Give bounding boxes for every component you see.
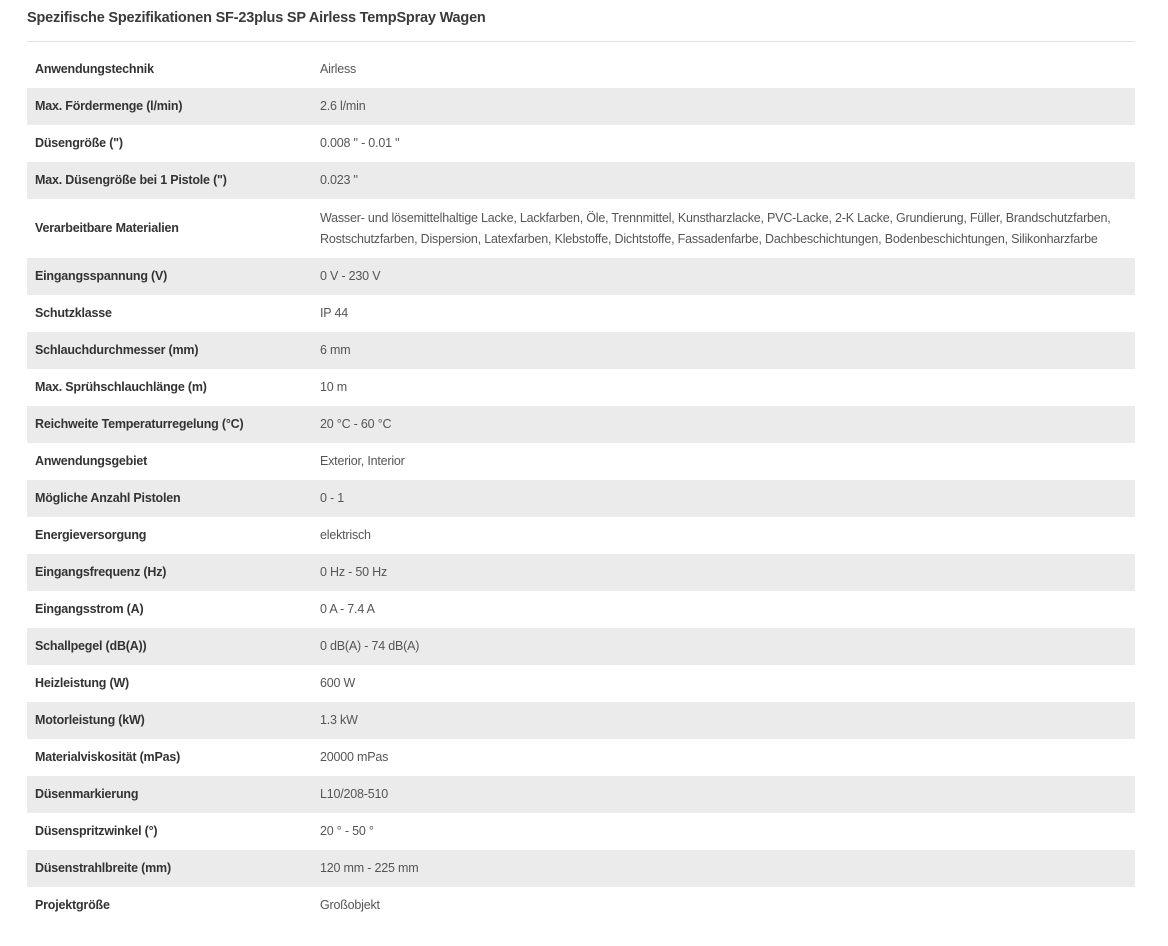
table-row	[27, 406, 1135, 443]
table-row	[27, 199, 1135, 258]
spec-label: Motorleistung (kW)	[35, 713, 145, 727]
table-row	[27, 702, 1135, 739]
spec-value: Airless	[320, 62, 357, 76]
spec-label: Eingangsspannung (V)	[35, 269, 168, 283]
spec-value: Großobjekt	[320, 898, 380, 912]
spec-label: Projektgröße	[35, 898, 110, 912]
table-row	[27, 665, 1135, 702]
table-row	[27, 628, 1135, 665]
spec-value: 0 - 1	[320, 491, 345, 505]
spec-label: Materialviskosität (mPas)	[35, 750, 181, 764]
spec-value: 2.6 l/min	[320, 99, 366, 113]
spec-label: Verarbeitbare Materialien	[35, 221, 179, 235]
spec-value: elektrisch	[320, 528, 371, 542]
spec-value: 0 A - 7.4 A	[320, 602, 375, 616]
table-row	[27, 850, 1135, 887]
spec-value: Wasser- und lösemittelhaltige Lacke, Lackfarben, Öle, Trennmittel, Kunstharzlacke, PVC-Lacke, 2-K Lacke, Grundierung, Füller, Brandschutzfarben, Rostschutzfarben, Dispersion, Latexfarben, Klebstoffe, Dichtstoffe, Fassadenfarbe, Dachbeschichtungen, Bodenbeschichtungen, Silikonharzfarbe	[320, 210, 1111, 246]
spec-value: 1.3 kW	[320, 713, 358, 727]
spec-label: Energieversorgung	[35, 528, 147, 542]
spec-label: Düsenstrahlbreite (mm)	[35, 861, 171, 875]
spec-value: 20 ° - 50 °	[320, 824, 374, 838]
spec-label: Eingangsstrom (A)	[35, 602, 144, 616]
spec-value: IP 44	[320, 306, 348, 320]
table-row	[27, 332, 1135, 369]
table-row	[27, 739, 1135, 776]
spec-label: Max. Düsengröße bei 1 Pistole (")	[35, 173, 227, 187]
table-row	[27, 295, 1135, 332]
table-row	[27, 887, 1135, 924]
spec-value: 0.008 " - 0.01 "	[320, 136, 400, 150]
spec-table	[27, 51, 1135, 924]
spec-label: Heizleistung (W)	[35, 676, 130, 690]
spec-label: Anwendungsgebiet	[35, 454, 148, 468]
spec-value: 120 mm - 225 mm	[320, 861, 419, 875]
spec-label: Max. Fördermenge (l/min)	[35, 99, 183, 113]
spec-value: 0 V - 230 V	[320, 269, 381, 283]
spec-value: 0.023 "	[320, 173, 358, 187]
spec-value: 0 Hz - 50 Hz	[320, 565, 388, 579]
spec-label: Düsenmarkierung	[35, 787, 139, 801]
spec-value: 10 m	[320, 380, 347, 394]
spec-section	[27, 0, 1135, 924]
spec-label: Reichweite Temperaturregelung (°C)	[35, 417, 244, 431]
table-row	[27, 443, 1135, 480]
spec-value: 0 dB(A) - 74 dB(A)	[320, 639, 420, 653]
spec-value: Exterior, Interior	[320, 454, 405, 468]
spec-value: 6 mm	[320, 343, 351, 357]
table-row	[27, 776, 1135, 813]
spec-label: Schallpegel (dB(A))	[35, 639, 147, 653]
spec-label: Schutzklasse	[35, 306, 112, 320]
table-row	[27, 162, 1135, 199]
spec-label: Eingangsfrequenz (Hz)	[35, 565, 167, 579]
table-row	[27, 258, 1135, 295]
spec-label: Düsengröße (")	[35, 136, 123, 150]
table-row	[27, 88, 1135, 125]
table-row	[27, 51, 1135, 88]
spec-value: L10/208-510	[320, 787, 389, 801]
spec-label: Max. Sprühschlauchlänge (m)	[35, 380, 207, 394]
table-row	[27, 517, 1135, 554]
table-row	[27, 591, 1135, 628]
spec-value: 20 °C - 60 °C	[320, 417, 392, 431]
table-row	[27, 813, 1135, 850]
spec-table-body	[27, 51, 1135, 924]
table-row	[27, 369, 1135, 406]
spec-label: Mögliche Anzahl Pistolen	[35, 491, 181, 505]
spec-label: Düsenspritzwinkel (°)	[35, 824, 158, 838]
spec-label: Schlauchdurchmesser (mm)	[35, 343, 199, 357]
spec-value: 600 W	[320, 676, 356, 690]
table-row	[27, 554, 1135, 591]
spec-label: Anwendungstechnik	[35, 62, 154, 76]
section-title: Spezifische Spezifikationen SF-23plus SP Airless TempSpray Wagen	[27, 0, 1135, 42]
spec-value: 20000 mPas	[320, 750, 389, 764]
table-row	[27, 480, 1135, 517]
table-row	[27, 125, 1135, 162]
